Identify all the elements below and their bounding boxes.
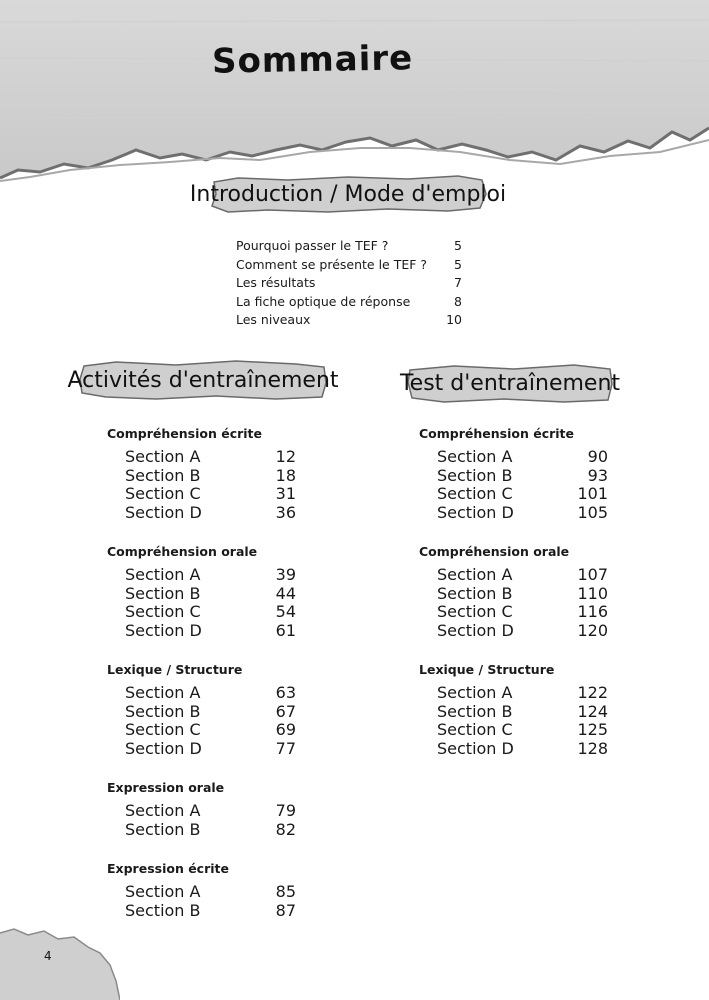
toc-page: 69 [275,720,296,739]
toc-label: Section A [437,447,513,466]
torn-paper-header [0,0,709,200]
toc-page: 125 [577,720,608,739]
toc-page: 63 [275,683,296,702]
toc-label: Section B [437,583,513,603]
toc-row[interactable] [236,293,462,312]
toc-row[interactable] [236,274,462,293]
toc-page: 5 [454,256,462,272]
toc-row[interactable] [107,740,296,759]
page-number: 4 [44,949,52,963]
toc-page: 79 [275,801,296,820]
toc-label: Section A [125,801,201,820]
toc-label: Section C [437,602,513,621]
toc-page: 61 [275,620,296,640]
toc-row[interactable] [107,883,296,902]
toc-row[interactable] [419,684,608,703]
toc-group [107,661,296,758]
activites-toc [107,425,296,941]
toc-page: 93 [587,465,608,485]
group-title: Lexique / Structure [107,662,243,677]
toc-label: Section C [125,484,201,503]
group-title: Expression écrite [107,861,229,876]
toc-row[interactable] [419,703,608,722]
activites-banner-text: Activités d'entraînement [67,367,339,393]
toc-row[interactable] [107,504,296,523]
toc-label: Section C [437,484,513,503]
toc-page: 110 [577,583,608,603]
toc-row[interactable] [107,566,296,585]
toc-row[interactable] [107,902,296,921]
intro-toc-list [236,237,462,330]
toc-label: Section D [437,502,514,522]
toc-group [107,779,296,839]
toc-label: Section C [125,602,201,621]
toc-row[interactable] [107,603,296,622]
toc-label: Section B [125,583,201,603]
toc-label: Section D [437,620,514,640]
toc-row[interactable] [107,467,296,486]
group-title: Compréhension orale [107,544,258,559]
toc-label: Section D [125,502,202,522]
toc-page: 67 [275,701,296,721]
toc-row[interactable] [236,256,462,275]
toc-page: 101 [577,484,608,503]
toc-label: Les résultats [236,275,316,290]
toc-row[interactable] [419,448,608,467]
toc-label: Section B [437,465,513,485]
toc-row[interactable] [419,721,608,740]
toc-page: 54 [275,602,296,621]
toc-row[interactable] [419,740,608,759]
toc-group [419,543,608,640]
toc-page: 105 [577,502,608,522]
toc-label: Pourquoi passer le TEF ? [236,238,389,253]
toc-page: 120 [577,620,608,640]
toc-row[interactable] [419,467,608,486]
toc-row[interactable] [107,721,296,740]
toc-row[interactable] [236,311,462,330]
toc-page: 7 [454,275,462,290]
group-title: Expression orale [107,780,225,795]
toc-label: Section B [437,701,513,721]
toc-group [107,860,296,920]
toc-label: Section C [437,720,513,739]
toc-page: 10 [446,312,462,327]
toc-page: 87 [275,900,296,920]
toc-row[interactable] [107,703,296,722]
toc-label: Section B [125,819,201,839]
toc-page: 116 [577,602,608,621]
test-toc [419,425,608,779]
toc-page: 82 [275,819,296,839]
group-title: Lexique / Structure [419,662,555,677]
toc-page: 36 [275,502,296,522]
toc-page: 90 [587,447,608,466]
toc-page: 39 [275,565,296,584]
toc-label: Section D [437,738,514,758]
toc-label: Section A [125,882,201,901]
page-title: Sommaire [211,38,414,82]
toc-row[interactable] [107,821,296,840]
toc-page: 85 [275,882,296,901]
toc-group [107,425,296,522]
group-title: Compréhension orale [419,544,570,559]
toc-page: 31 [275,484,296,503]
group-title: Compréhension écrite [107,426,263,441]
toc-label: Comment se présente le TEF ? [236,256,428,272]
toc-row[interactable] [419,622,608,641]
toc-label: Section A [437,565,513,584]
toc-label: Section B [125,701,201,721]
toc-row[interactable] [107,622,296,641]
toc-label: La fiche optique de réponse [236,293,411,309]
toc-label: Section D [125,738,202,758]
torn-paper-footer [0,925,120,1000]
toc-page: 5 [454,238,462,253]
toc-page: 77 [275,738,296,758]
toc-group [107,543,296,640]
toc-group [419,425,608,522]
toc-label: Section A [125,683,201,702]
intro-banner-text: Introduction / Mode d'emploi [189,181,507,207]
toc-page: 18 [275,465,296,485]
toc-row[interactable] [419,485,608,504]
toc-row[interactable] [419,585,608,604]
toc-group [419,661,608,758]
toc-row[interactable] [107,585,296,604]
toc-page: 107 [577,565,608,584]
toc-page: 8 [454,293,462,309]
toc-label: Section A [125,565,201,584]
toc-page: 12 [275,447,296,466]
toc-page: 44 [275,583,296,603]
toc-label: Section D [125,620,202,640]
toc-label: Section A [437,683,513,702]
toc-label: Section B [125,465,201,485]
group-title: Compréhension écrite [419,426,575,441]
toc-row[interactable] [419,603,608,622]
test-banner [399,360,621,406]
activites-banner [67,357,339,403]
toc-label: Les niveaux [236,312,311,327]
toc-page: 128 [577,738,608,758]
toc-row[interactable] [419,504,608,523]
toc-row[interactable] [107,802,296,821]
toc-label: Section B [125,900,201,920]
toc-page: 122 [577,683,608,702]
toc-row[interactable] [236,237,462,256]
toc-row[interactable] [107,684,296,703]
toc-row[interactable] [107,485,296,504]
toc-label: Section A [125,447,201,466]
toc-page: 124 [577,701,608,721]
intro-banner [189,172,507,216]
toc-row[interactable] [419,566,608,585]
toc-row[interactable] [107,448,296,467]
test-banner-text: Test d'entraînement [399,370,621,396]
toc-label: Section C [125,720,201,739]
